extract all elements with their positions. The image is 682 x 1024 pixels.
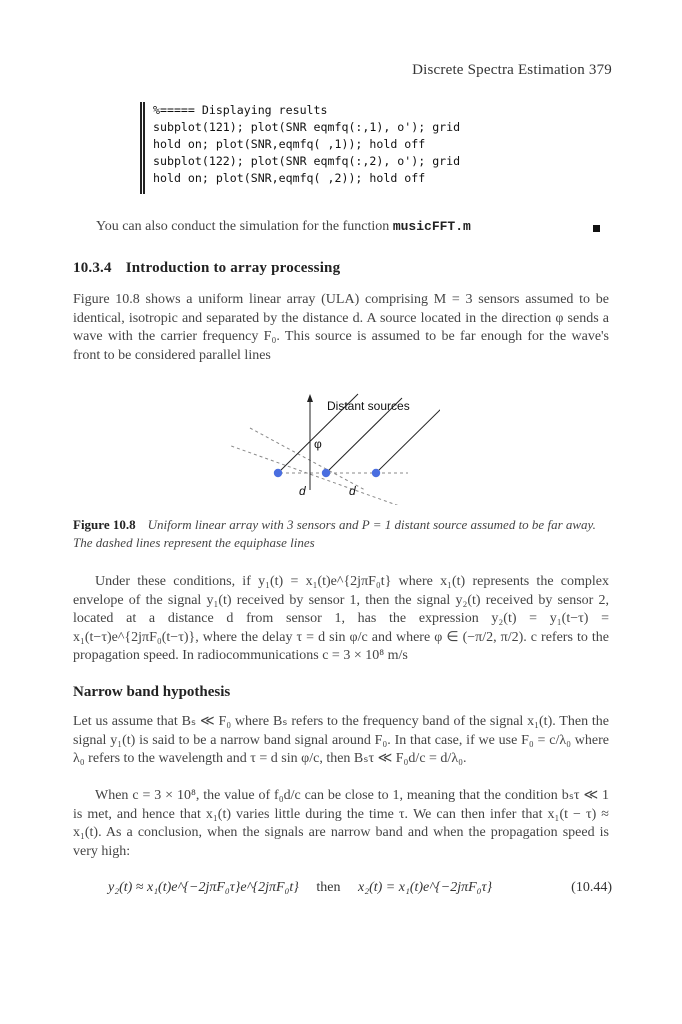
code-line: hold on; plot(SNR,eqmfq( ,1)); hold off: [153, 137, 426, 151]
code-line: subplot(121); plot(SNR eqmfq(:,1), o'); grid: [153, 120, 461, 134]
code-listing: [140, 102, 493, 194]
code-line: %===== Displaying results: [153, 103, 328, 117]
code-line: hold on; plot(SNR,eqmfq( ,2)); hold off: [153, 171, 426, 185]
running-head: Discrete Spectra Estimation 379: [412, 62, 612, 78]
caption-label: Figure 10.8: [73, 517, 136, 532]
figure-caption: [73, 516, 609, 552]
angle-label: φ: [314, 437, 322, 451]
paragraph-ula: Figure 10.8 shows a uniform linear array (ULA) comprising M = 3 sensors assumed to be identical, isotropic and separated by the distance d. A source located in the direction φ sends a wave with the carrier frequency F₀. This source is assumed to be far enough for the wave's front to be considered parallel lines: [73, 292, 609, 363]
code-line: subplot(122); plot(SNR eqmfq(:,2), o'); grid: [153, 154, 461, 168]
paragraph-conclusion: When c = 3 × 10⁸, the value of f₀d/c can be close to 1, meaning that the condition bₛτ ≪ 1 is met, and hence that x₁(t) varies little during the time τ. We can then infer that x₁(t − τ) ≈ x₁(t). As a conclusion, when the signals are narrow band and when the propagation speed is very high:: [73, 788, 609, 859]
subsection-heading: Narrow band hypothesis: [73, 684, 231, 700]
wavefront-ray: [376, 408, 440, 473]
sensor-3: [372, 469, 380, 477]
spacing-label: d: [349, 484, 356, 498]
broadside-arrow-icon: [307, 394, 313, 402]
caption-text: Uniform linear array with 3 sensors and P = 1 distant source assumed to be far away. The dashed lines represent the equiphase lines: [73, 517, 596, 550]
equation-number: (10.44): [571, 880, 612, 895]
ula-figure: [230, 390, 440, 505]
source-label: Distant sources: [327, 399, 410, 413]
function-name: musicFFT.m: [392, 219, 471, 234]
paragraph-conditions: Under these conditions, if y₁(t) = x₁(t)e^{2jπF₀t} where x₁(t) represents the complex envelope of the signal y₁(t) received by sensor 1, then the signal y₂(t) received by sensor 2, located at a distance d from sensor 1, has the expression y₂(t) = y₁(t−τ) = x₁(t−τ)e^{2jπF₀(t−τ)}, where the delay τ = d sin φ/c and where φ ∈ (−π/2, π/2). c refers to the propagation speed. In radiocommunications c = 3 × 10⁸ m/s: [73, 574, 609, 663]
equation-right: x₂(t) = x₁(t)e^{−2jπF₀τ}: [358, 880, 493, 895]
section-number: 10.3.4: [73, 260, 112, 276]
equation-then: then: [316, 880, 341, 895]
intro-text: You can also conduct the simulation for the function: [96, 219, 390, 234]
equation-10-44: [108, 880, 612, 896]
paragraph-narrow-band: Let us assume that Bₛ ≪ F₀ where Bₛ refers to the frequency band of the signal x₁(t). Then the signal y₁(t) is said to be a narrow band signal around F₀. In that case, if we use F₀ = c/λ₀ where λ₀ refers to the wavelength and τ = d sin φ/c, then Bₛτ ≪ F₀d/c = d/λ₀.: [73, 714, 609, 766]
spacing-label: d: [299, 484, 306, 498]
sensor-1: [274, 469, 282, 477]
intro-line: [96, 218, 576, 237]
section-heading: [73, 260, 340, 277]
section-title: Introduction to array processing: [125, 260, 341, 276]
sensor-2: [322, 469, 330, 477]
end-of-example-mark: [593, 225, 600, 232]
equation-left: y₂(t) ≈ x₁(t)e^{−2jπF₀τ}e^{2jπF₀t}: [108, 880, 299, 895]
